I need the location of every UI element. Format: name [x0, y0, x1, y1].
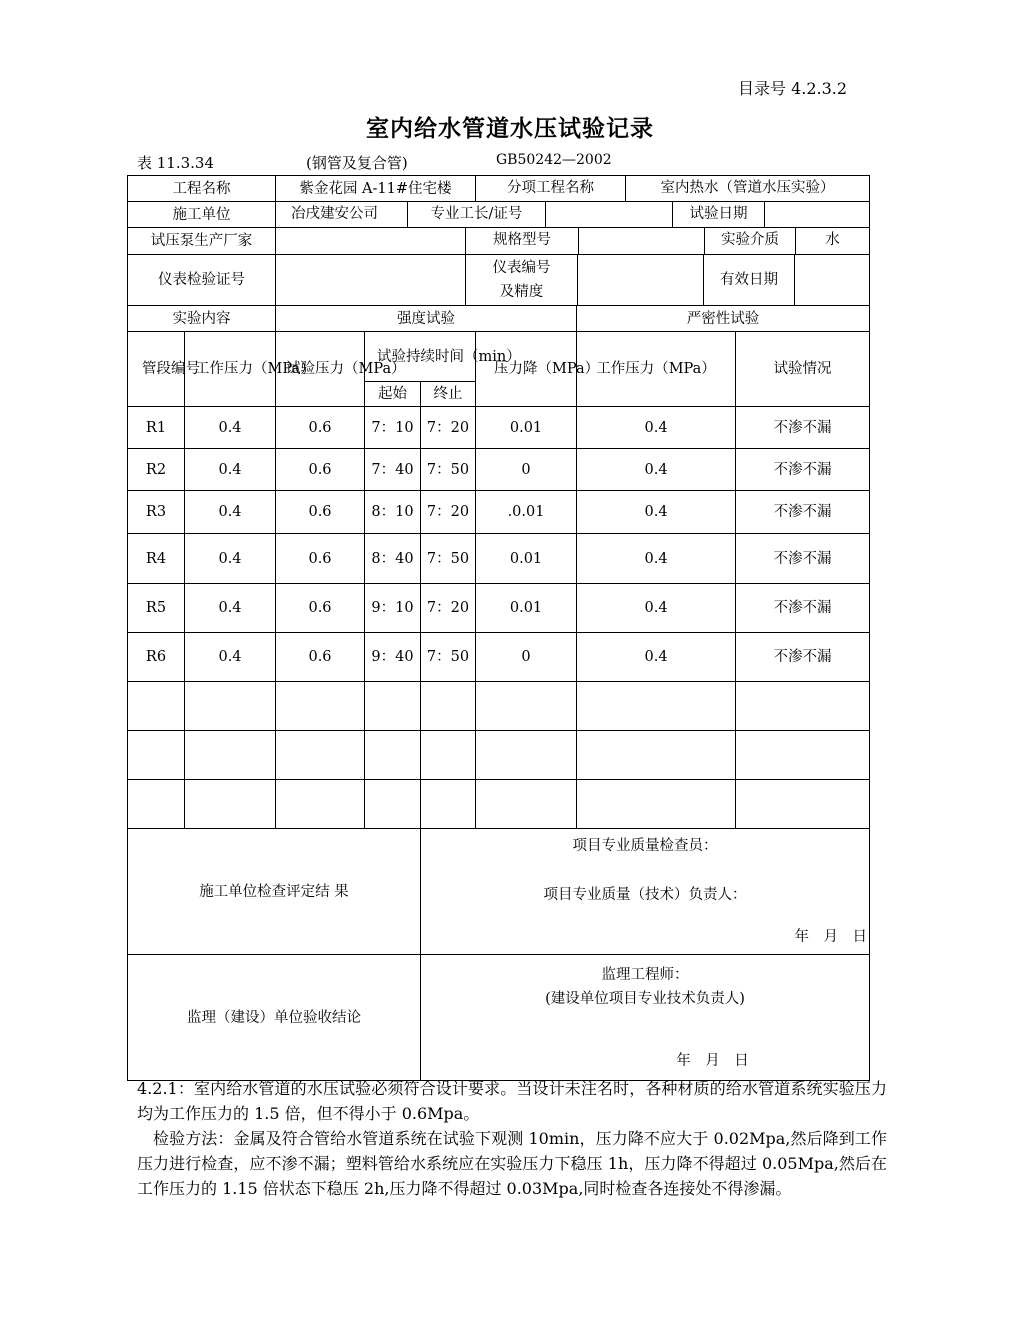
subproject-label: 分项工程名称: [476, 176, 626, 201]
owner-tech-label: (建设单位项目专业技术负责人): [545, 990, 745, 1007]
pump-row-cell: [276, 228, 870, 255]
table-row: [128, 449, 870, 491]
test-record-table: [127, 175, 870, 1081]
segment-cell: R5: [128, 584, 185, 633]
work-pressure-cell: 0.4: [185, 449, 276, 491]
project-name-text: 紫金花园 A-11#住宅楼: [299, 180, 452, 197]
medium-value: 水: [825, 232, 840, 248]
project-name-value: [276, 176, 476, 202]
qc-signature-cell: [421, 829, 870, 955]
empty-row: [128, 731, 870, 780]
result-cell: 不渗不漏: [736, 633, 870, 682]
note-method: 检验方法：金属及符合管给水管道系统在试验下观测 10min，压力降不应大于 0.02Mpa,然后降到工作压力进行检查，应不渗不漏；塑料管给水系统应在实验压力下稳压 1h，压力降不得超过 0.05Mpa,然后在工作压力的 1.15 倍状态下稳压 2h,压力降不得超过 0.03Mpa,同时检查各连接处不得渗漏。: [137, 1129, 887, 1198]
result-cell: 不渗不漏: [736, 584, 870, 633]
result-cell: 不渗不漏: [736, 491, 870, 534]
pressure-drop-cell: 0: [476, 633, 577, 682]
tight-pressure-cell: 0.4: [577, 449, 736, 491]
start-cell: 9：10: [365, 584, 421, 633]
pressure-drop-cell: 0: [476, 449, 577, 491]
segment-cell: R3: [128, 491, 185, 534]
tight-work-pressure-header: 工作压力（MPa）: [577, 332, 736, 407]
supervisor-signature-cell: [421, 955, 870, 1081]
end-cell: 7：50: [421, 633, 476, 682]
pressure-drop-cell: 0.01: [476, 584, 577, 633]
pressure-drop-header: 压力降（MPa）: [476, 332, 577, 407]
start-cell: 8：40: [365, 534, 421, 584]
qc-lead-label: 项目专业质量（技术）负责人：: [543, 887, 747, 903]
result-cell: 不渗不漏: [736, 407, 870, 449]
test-pressure-cell: 0.6: [276, 491, 365, 534]
gauge-no-value: [578, 255, 704, 305]
test-pressure-cell: 0.6: [276, 584, 365, 633]
supervisor-engineer-label: 监理工程师：: [601, 966, 689, 983]
result-cell: 不渗不漏: [736, 534, 870, 584]
work-pressure-cell: 0.4: [185, 633, 276, 682]
start-header: 起始: [365, 382, 421, 407]
gauge-row-cell: [276, 255, 870, 306]
foreman-value: [546, 202, 673, 227]
work-pressure-cell: 0.4: [185, 584, 276, 633]
gauge-cert-label: 仪表检验证号: [128, 255, 276, 306]
spec-label: 规格型号: [466, 228, 579, 254]
pump-maker-label: 试压泵生产厂家: [128, 228, 276, 255]
contractor-check-cell: [128, 829, 421, 955]
end-cell: 7：50: [421, 534, 476, 584]
strength-test-header: 强度试验: [276, 306, 577, 332]
empty-row: [128, 780, 870, 829]
end-cell: 7：20: [421, 407, 476, 449]
test-pressure-cell: 0.6: [276, 633, 365, 682]
table-row: [128, 584, 870, 633]
gauge-no-label: 仪表编号及精度: [466, 255, 578, 305]
segment-cell: R1: [128, 407, 185, 449]
work-pressure-header: 工作压力（MPa）: [185, 332, 276, 407]
foreman-label: 专业工长/证号: [408, 202, 546, 227]
start-cell: 9：40: [365, 633, 421, 682]
start-cell: 7：40: [365, 449, 421, 491]
empty-row: [128, 682, 870, 731]
supervisor-conclusion-cell: [128, 955, 421, 1081]
pump-maker-value: [276, 228, 466, 254]
pressure-drop-cell: .0.01: [476, 491, 577, 534]
spec-value: [579, 228, 705, 254]
gauge-cert-value: [276, 255, 466, 305]
contractor-label: 施工单位: [128, 202, 276, 228]
start-cell: 7：10: [365, 407, 421, 449]
work-pressure-cell: 0.4: [185, 407, 276, 449]
pipe-type: (钢管及复合管): [306, 154, 408, 172]
table-row: [128, 534, 870, 584]
end-cell: 7：20: [421, 491, 476, 534]
table-row: [128, 491, 870, 534]
tight-pressure-cell: 0.4: [577, 491, 736, 534]
project-name-label: 工程名称: [128, 176, 276, 202]
pressure-drop-cell: 0.01: [476, 534, 577, 584]
tight-pressure-cell: 0.4: [577, 534, 736, 584]
end-header: 终止: [421, 382, 476, 407]
valid-date-value: [795, 255, 869, 305]
subproject-value: 室内热水（管道水压实验）: [660, 180, 835, 196]
test-pressure-cell: 0.6: [276, 449, 365, 491]
tight-pressure-cell: 0.4: [577, 407, 736, 449]
standard-code: GB50242—2002: [496, 152, 612, 168]
test-pressure-cell: 0.6: [276, 407, 365, 449]
form-number: 表 11.3.34: [137, 154, 215, 172]
qc-inspector-label: 项目专业质量检查员：: [572, 838, 718, 854]
content-label: 实验内容: [128, 306, 276, 332]
contractor-check-label: 施工单位检查评定结 果: [199, 883, 349, 900]
medium-label: 实验介质: [705, 228, 796, 254]
end-cell: 7：20: [421, 584, 476, 633]
result-header: 试验情况: [736, 332, 870, 407]
tight-pressure-cell: 0.4: [577, 633, 736, 682]
start-cell: 8：10: [365, 491, 421, 534]
test-date-value: [765, 202, 869, 227]
page-title: 室内给水管道水压试验记录: [366, 115, 654, 142]
subproject-cell: [476, 176, 870, 202]
result-cell: 不渗不漏: [736, 449, 870, 491]
contractor-row-cell: [276, 202, 870, 228]
contractor-value: 冶戌建安公司: [276, 202, 408, 227]
signature-date-1: 年 月 日: [794, 929, 868, 945]
test-pressure-header: 试验压力（MPa）: [276, 332, 365, 407]
segment-header: 管段编号: [128, 332, 185, 407]
duration-header: 试验持续时间（min）: [365, 332, 476, 382]
catalog-number: 目录号 4.2.3.2: [738, 79, 848, 98]
notes-section: [137, 1076, 887, 1201]
note-requirement: 4.2.1：室内给水管道的水压试验必须符合设计要求。当设计未注名时，各种材质的给水管道系统实验压力均为工作压力的 1.5 倍，但不得小于 0.6Mpa。: [137, 1079, 887, 1123]
work-pressure-cell: 0.4: [185, 534, 276, 584]
end-cell: 7：50: [421, 449, 476, 491]
table-row: [128, 407, 870, 449]
segment-cell: R2: [128, 449, 185, 491]
segment-cell: R4: [128, 534, 185, 584]
valid-date-label: 有效日期: [704, 255, 795, 305]
tight-pressure-cell: 0.4: [577, 584, 736, 633]
supervisor-conclusion-label: 监理（建设）单位验收结论: [187, 1009, 361, 1026]
test-date-label: 试验日期: [673, 202, 765, 227]
table-row: [128, 633, 870, 682]
segment-cell: R6: [128, 633, 185, 682]
signature-date-2: 年 月 日: [676, 1052, 749, 1069]
tightness-test-header: 严密性试验: [577, 306, 870, 332]
pressure-drop-cell: 0.01: [476, 407, 577, 449]
work-pressure-cell: 0.4: [185, 491, 276, 534]
test-pressure-cell: 0.6: [276, 534, 365, 584]
